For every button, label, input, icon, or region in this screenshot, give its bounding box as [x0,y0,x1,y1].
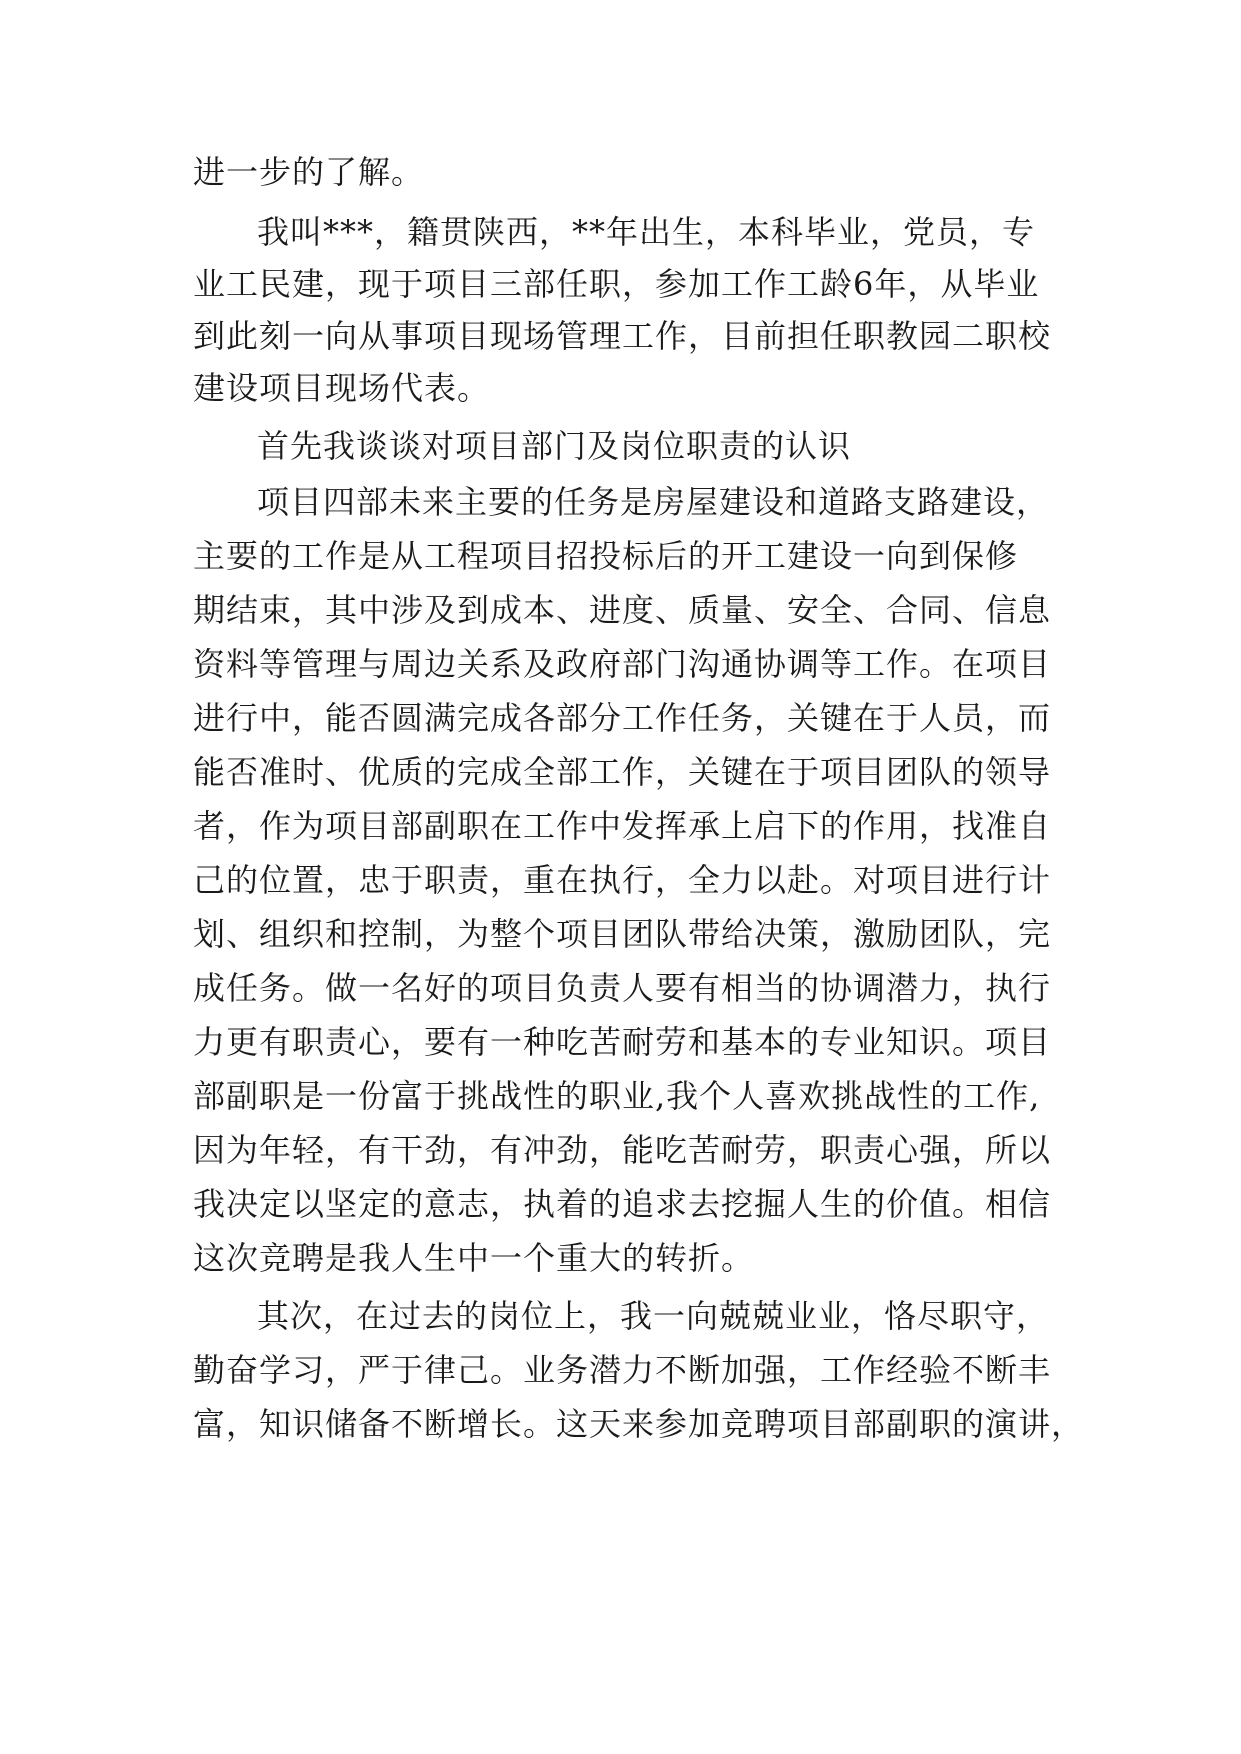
text-line: 其次，在过去的岗位上，我一向兢兢业业，恪尽职守， [257,1297,1050,1335]
text-line: 部副职是一份富于挑战性的职业,我个人喜欢挑战性的工作, [193,1077,1041,1115]
text-line: 能否准时、优质的完成全部工作，关键在于项目团队的领导 [193,753,1052,791]
section-heading: 首先我谈谈对项目部门及岗位职责的认识 [257,427,852,465]
text-line: 我叫***，籍贯陕西，**年出生，本科毕业，党员，专 [257,213,1036,251]
text-line: 业工民建，现于项目三部任职，参加工作工龄6年，从毕业 [193,265,1040,303]
text-line: 因为年轻，有干劲，有冲劲，能吃苦耐劳，职责心强，所以 [193,1131,1052,1169]
text-line: 资料等管理与周边关系及政府部门沟通协调等工作。在项目 [193,645,1052,683]
text-line: 勤奋学习，严于律己。业务潜力不断加强，工作经验不断丰 [193,1351,1052,1389]
text-line: 这次竞聘是我人生中一个重大的转折。 [193,1239,755,1277]
text-line: 主要的工作是从工程项目招投标后的开工建设一向到保修 [193,537,1019,575]
text-line: 我决定以坚定的意志，执着的追求去挖掘人生的价值。相信 [193,1185,1052,1223]
text-line: 成任务。做一名好的项目负责人要有相当的协调潜力，执行 [193,969,1052,1007]
text-line: 期结束，其中涉及到成本、进度、质量、安全、合同、信息 [193,591,1052,629]
text-line: 进行中，能否圆满完成各部分工作任务，关键在于人员，而 [193,699,1052,737]
text-line: 富，知识储备不断增长。这天来参加竞聘项目部副职的演讲， [193,1405,1085,1443]
text-line: 到此刻一向从事项目现场管理工作，目前担任职教园二职校 [193,317,1052,355]
text-line: 力更有职责心，要有一种吃苦耐劳和基本的专业知识。项目 [193,1023,1052,1061]
text-line: 划、组织和控制，为整个项目团队带给决策，激励团队，完 [193,915,1052,953]
text-line: 进一步的了解。 [193,153,425,191]
text-line: 建设项目现场代表。 [193,369,491,407]
text-line: 项目四部未来主要的任务是房屋建设和道路支路建设， [257,483,1050,521]
text-line: 己的位置，忠于职责，重在执行，全力以赴。对项目进行计 [193,861,1052,899]
text-line: 者，作为项目部副职在工作中发挥承上启下的作用，找准自 [193,807,1052,845]
